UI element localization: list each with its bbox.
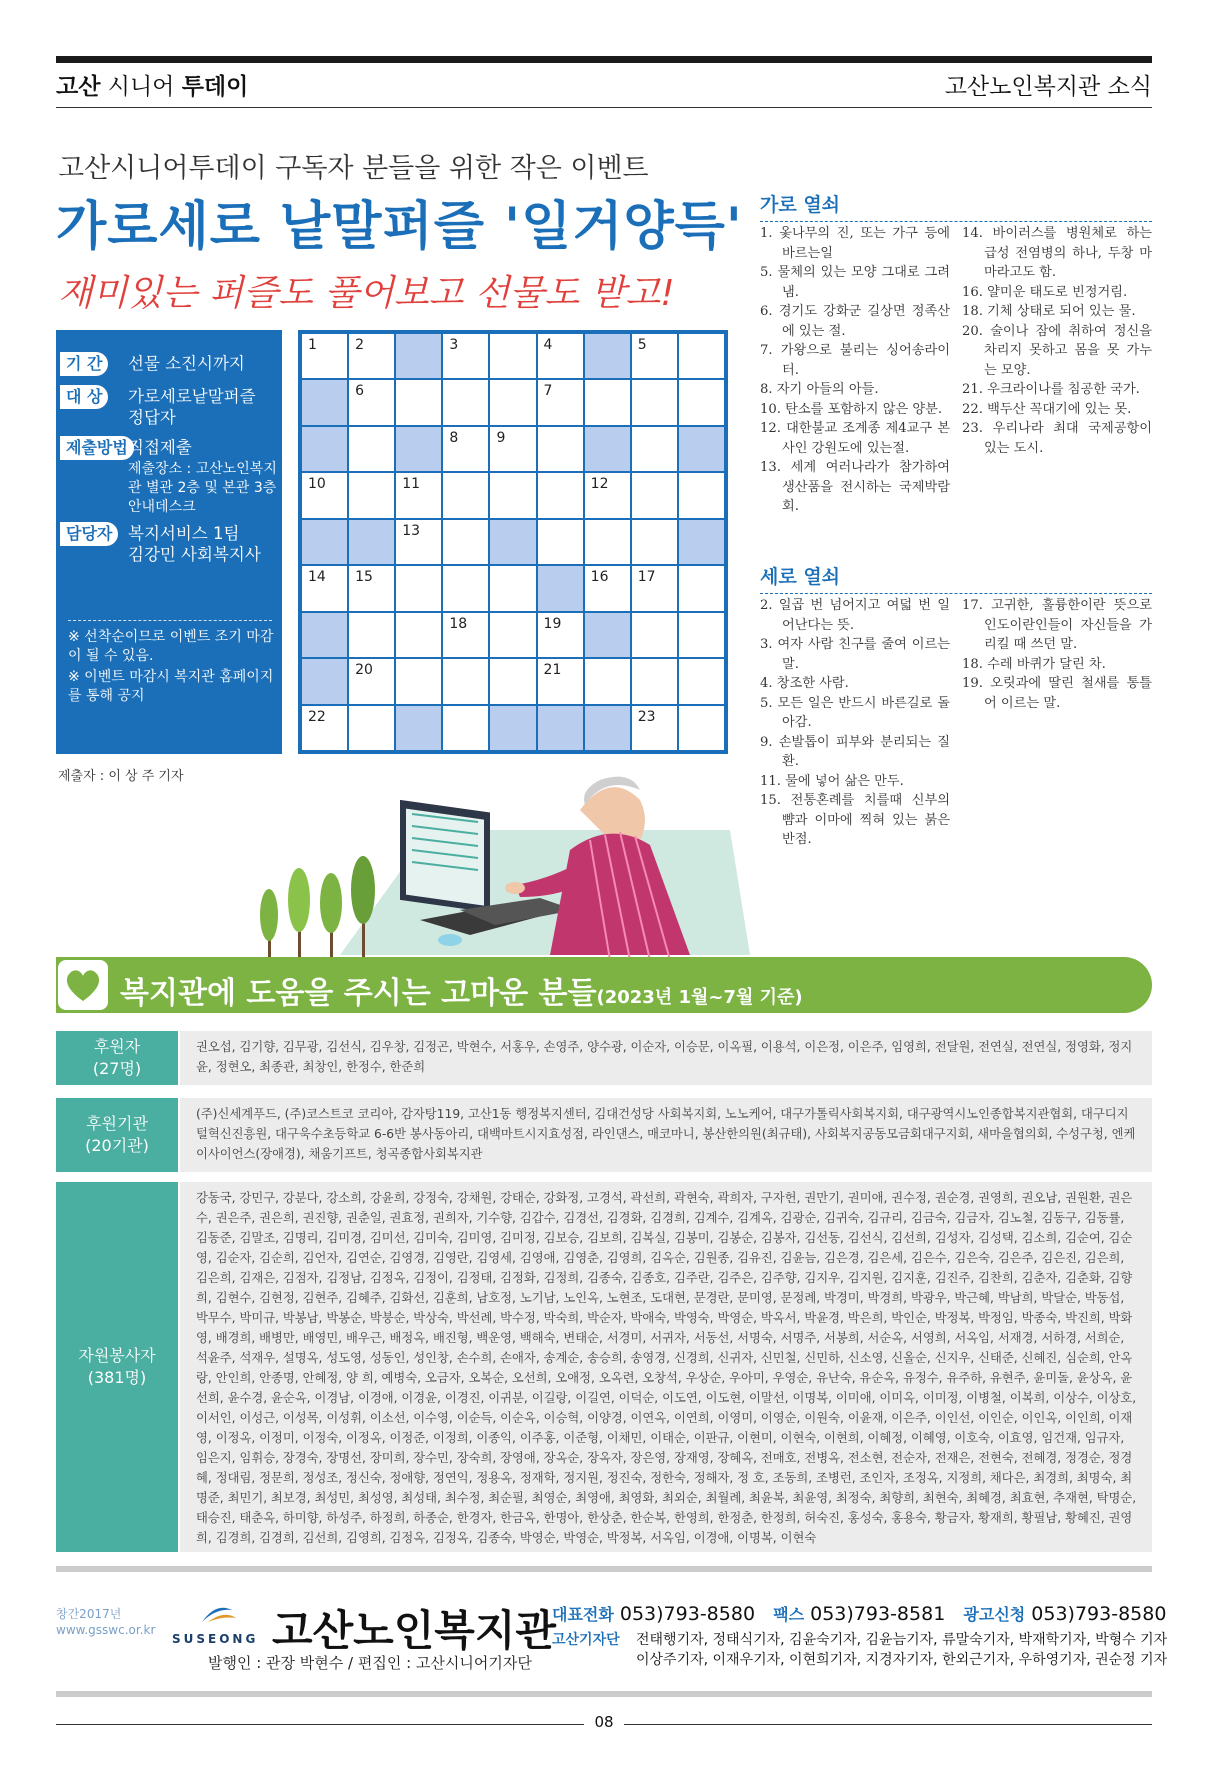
note-early-close: ※ 선착순이므로 이벤트 조기 마감이 될 수 있음. [68, 629, 274, 664]
clue-item: 23. 우리나라 최대 국제공항이 있는 도시. [962, 421, 1152, 456]
heart-badge [58, 960, 108, 1010]
crossword-block [302, 613, 347, 657]
target-value: 가로세로낱말퍼즐 정답자 [128, 387, 256, 427]
crossword-block [302, 520, 347, 564]
crossword-cell[interactable] [396, 613, 441, 657]
crossword-cell[interactable] [538, 473, 583, 517]
crossword-cell[interactable] [632, 380, 677, 424]
event-tagline: 재미있는 퍼즐도 풀어보고 선물도 받고! [58, 273, 675, 314]
clue-item: 18. 수레 바퀴가 달린 차. [962, 656, 1106, 672]
crossword-cell[interactable] [443, 566, 488, 610]
crossword-cell[interactable] [302, 334, 347, 378]
crossword-cell[interactable] [679, 473, 724, 517]
crossword-cell[interactable] [632, 613, 677, 657]
crossword-block [302, 427, 347, 471]
clue-item: 8. 자기 아들의 아들. [760, 382, 879, 397]
reporter-list: 고산기자단 전태행기자, 정태식기자, 김윤숙기자, 김윤늠기자, 류말숙기자, 박재학기자, 박형수 기자 이상주기자, 이재우기자, 이현희기자, 지경자기자, 한외근기자, 우하영기자, 권순정 기자 [552, 1632, 1168, 1668]
page-number: 08 [584, 1713, 624, 1731]
crossword-block [349, 520, 394, 564]
donors-period: (2023년 1월~7월 기준) [596, 987, 803, 1008]
crossword-cell[interactable] [585, 566, 630, 610]
clue-item: 5. 물체의 있는 모양 그대로 그려 냄. [760, 265, 950, 300]
crossword-cell[interactable] [538, 659, 583, 703]
down-clues-left [760, 596, 950, 850]
contact-team: 복지서비스 1팀 [128, 524, 240, 543]
crossword-cell[interactable] [538, 613, 583, 657]
clue-item: 6. 경기도 강화군 길상면 정족산에 있는 절. [760, 304, 950, 339]
clue-number: 13 [402, 522, 421, 539]
clue-item: 19. 오릿과에 딸린 철새를 통틀어 이르는 말. [962, 676, 1152, 711]
crossword-cell[interactable] [443, 520, 488, 564]
clue-item: 3. 여자 사람 친구를 줄여 이르는 말. [760, 637, 950, 672]
crossword-block [490, 520, 535, 564]
clue-number: 21 [543, 662, 562, 679]
crossword-cell[interactable] [679, 613, 724, 657]
senior-computer-illustration [330, 770, 750, 970]
crossword-cell[interactable] [585, 473, 630, 517]
crossword-cell[interactable] [490, 659, 535, 703]
crossword-cell[interactable] [349, 566, 394, 610]
crossword-block [585, 613, 630, 657]
crossword-grid [298, 330, 728, 754]
ad-phone: 053)793-8580 [1031, 1603, 1167, 1625]
crossword-cell[interactable] [443, 706, 488, 750]
clue-number: 22 [308, 708, 326, 725]
header-rule [56, 107, 1152, 108]
crossword-cell[interactable] [632, 659, 677, 703]
crossword-block [585, 706, 630, 750]
crossword-cell[interactable] [585, 659, 630, 703]
tree-icon-4 [351, 856, 375, 960]
crossword-cell[interactable] [632, 566, 677, 610]
clue-item: 21. 우크라이나를 침공한 국가. [962, 382, 1140, 397]
crossword-cell[interactable] [443, 613, 488, 657]
crossword-cell[interactable] [490, 613, 535, 657]
contact-label: 담당자 [60, 522, 118, 546]
clue-item: 16. 얄미운 태도로 빈정거림. [962, 284, 1128, 300]
clue-number: 10 [308, 476, 326, 493]
clue-number: 20 [355, 662, 373, 679]
down-clues-section [760, 562, 1152, 594]
clue-item: 20. 술이나 잠에 취하여 정신을 차리지 못하고 몸을 못 가누는 모양. [962, 323, 1152, 378]
tree-icon-2 [288, 868, 310, 960]
clue-item: 12. 대한불교 조계종 제4교구 본사인 강원도에 있는절. [760, 421, 950, 456]
clue-number: 1 [308, 337, 317, 353]
contact-person: 김강민 사회복지사 [128, 545, 261, 564]
crossword-cell[interactable] [349, 706, 394, 750]
clue-number: 11 [402, 476, 421, 493]
crossword-cell[interactable] [632, 473, 677, 517]
clue-number: 6 [355, 383, 365, 400]
clue-number: 4 [543, 337, 553, 353]
crossword-block [585, 334, 630, 378]
tree-icon-3 [320, 873, 342, 960]
crossword-cell[interactable] [632, 520, 677, 564]
clue-item: 11. 물에 넣어 삶은 만두. [760, 773, 904, 789]
footer-rule-top [56, 1566, 1152, 1572]
crossword-cell[interactable] [632, 334, 677, 378]
clue-number: 7 [543, 383, 553, 400]
clue-number: 14 [308, 569, 326, 586]
across-divider [760, 221, 1152, 222]
sponsors-list: 권오섭, 김기향, 김무광, 김선식, 김우창, 김정곤, 박현수, 서홍우, 손영주, 양수광, 이순자, 이승문, 이옥필, 이용석, 이은정, 이은주, 임영희, 전달원, 전연실, 전연실, 정영화, 정지윤, 정현오, 최종관, 최창인, 한정수, 한준희 [180, 1031, 1152, 1085]
crossword-cell[interactable] [585, 380, 630, 424]
event-info-box [56, 330, 282, 754]
clue-number: 16 [590, 569, 609, 586]
crossword-cell[interactable] [349, 380, 394, 424]
tree-icon-1 [260, 889, 278, 960]
clue-number: 12 [590, 476, 609, 493]
crossword-cell[interactable] [443, 473, 488, 517]
main-phone: 053)793-8580 [619, 1603, 756, 1625]
crossword-cell[interactable] [349, 334, 394, 378]
clue-number: 3 [449, 337, 459, 353]
crossword-cell[interactable] [302, 473, 347, 517]
clue-item: 13. 세계 여러나라가 참가하여 생산품을 전시하는 국제박람회. [760, 460, 950, 514]
method-label: 제출방법 [60, 436, 134, 460]
method-value: 직접제출 [128, 438, 192, 457]
crossword-cell[interactable] [585, 520, 630, 564]
note-homepage: ※ 이벤트 마감시 복지관 홈페이지를 통해 공지 [68, 669, 274, 704]
suseong-logo-mark [172, 1600, 262, 1630]
crossword-cell[interactable] [302, 706, 347, 750]
donors-title: 복지관에 도움을 주시는 고마운 분들(2023년 1월~7월 기준) [120, 976, 803, 1011]
sponsor-orgs-list: (주)신세계푸드, (주)코스트코 코리아, 감자탕119, 고산1동 행정복지센터, 김대건성당 사회복지회, 노노케어, 대구가톨릭사회복지회, 대구광역시노인종합복지관협회, 대구디지털혁신진흥원, 대구욱수초등학교 6-6반 봉사동아리, 대백마트시지효성점, 라인댄스, 매코마니, 봉산한의원(최규태), 사회복지공동모금회대구지회, 새마을협의회, 수성구청, 엔케이사이언스(장애경), 채움기프트, 청곡종합사회복지관 [180, 1098, 1152, 1172]
volunteers-list: 강동국, 강민구, 강분다, 강소희, 강윤희, 강정숙, 강채원, 강태순, 강화정, 고경석, 곽선희, 곽현숙, 곽희자, 구자헌, 권만기, 권미애, 권수정, 권순경, 권영희, 권오남, 권원환, 권은수, 권은주, 권은희, 권진향, 권춘일, 권효정, 권희자, 기수향, 김갑수, 김경선, 김경화, 김경희, 김계수, 김계옥, 김광순, 김귀숙, 김규리, 김금숙, 김금자, 김노철, 김동구, 김동률, 김동준, 김말조, 김명리, 김미경, 김미선, 김미숙, 김미영, 김미정, 김보승, 김보희, 김복실, 김봉미, 김봉순, 김봉자, 김선동, 김선식, 김선희, 김성자, 김성택, 김소희, 김순여, 김순영, 김순자, 김순희, 김언자, 김연순, 김영경, 김영란, 김영세, 김영애, 김영춘, 김영희, 김옥순, 김원종, 김유진, 김윤늠, 김은경, 김은세, 김은수, 김은숙, 김은주, 김은진, 김은희, 김은희, 김재은, 김점자, 김정남, 김정옥, 김정이, 김정태, 김정화, 김정희, 김종숙, 김종호, 김주란, 김주은, 김주향, 김지우, 김지원, 김지훈, 김진주, 김찬희, 김춘자, 김춘화, 김향희, 김현수, 김현정, 김현주, 김혜주, 김화선, 김훈희, 남호정, 노기남, 노인옥, 노현조, 도대현, 문경란, 문미영, 문정례, 박경미, 박경희, 박광우, 박근혜, 박남희, 박달순, 박동섭, 박무수, 박미규, 박봉남, 박봉순, 박붕순, 박상숙, 박선례, 박수정, 박숙희, 박순자, 박애숙, 박영숙, 박영순, 박옥서, 박윤경, 박은희, 박인순, 박정복, 박정임, 박종숙, 박진희, 박화영, 배경희, 배병만, 배영민, 배우근, 배정옥, 배진형, 백운영, 백해숙, 변태순, 서경미, 서귀자, 서동선, 서명숙, 서명주, 서봉희, 서순옥, 서영희, 서옥임, 서재경, 서하경, 서희순, 석윤주, 석재우, 설명옥, 성도영, 성동인, 성인창, 손수희, 손애자, 송계순, 송승희, 송영경, 신경희, 신귀자, 신민철, 신민하, 신소영, 신올순, 신지우, 신태준, 신혜진, 심순희, 안옥랑, 안인희, 안종명, 안혜정, 양 희, 예병숙, 오금자, 오복순, 오선희, 오애정, 오옥련, 오창석, 우상순, 우아미, 우영순, 유난숙, 유순옥, 유정수, 유주하, 유현주, 윤미돌, 윤상옥, 윤선희, 윤수경, 윤순옥, 이경남, 이경애, 이경윤, 이경진, 이귀분, 이길랑, 이길연, 이덕순, 이도연, 이도현, 이말선, 이명복, 이미애, 이미옥, 이미정, 이병철, 이복희, 이상수, 이상호, 이서인, 이성근, 이성목, 이성휘, 이소선, 이수영, 이순득, 이순옥, 이승혁, 이양경, 이연옥, 이연희, 이영미, 이영순, 이원숙, 이윤재, 이은주, 이인선, 이인순, 이인옥, 이인희, 이재영, 이정옥, 이정미, 이정숙, 이정옥, 이정준, 이정희, 이종익, 이주홍, 이준형, 이채민, 이태순, 이판규, 이현미, 이현숙, 이현희, 이혜정, 이혜영, 이호숙, 이효영, 임건재, 임규자, 임은지, 임휘승, 장경숙, 장명선, 장미희, 장수민, 장숙희, 장영애, 장옥순, 장옥자, 장은영, 장재영, 장혜옥, 전매호, 전병옥, 전소현, 전순자, 전재은, 전현숙, 전혜경, 정경순, 정경혜, 정대림, 정문희, 정성조, 정신숙, 정애향, 정연익, 정용옥, 정재학, 정지원, 정진숙, 정한숙, 정해자, 정 호, 조동희, 조병런, 조인자, 조정옥, 지정희, 채다은, 최경희, 최명숙, 최명준, 최민기, 최보경, 최성민, 최성영, 최성태, 최수정, 최순필, 최영순, 최영애, 최영화, 최외순, 최월례, 최윤복, 최윤영, 최정숙, 최향희, 최현숙, 최혜경, 최효현, 추재현, 탁명순, 태승진, 태춘옥, 하미향, 하성주, 하정희, 하종순, 한경자, 한금옥, 한명아, 한상춘, 한순복, 한영희, 한정춘, 한정희, 허숙진, 홍성숙, 홍용숙, 황금자, 황재희, 황필남, 황혜진, 권영희, 김경희, 김경희, 김선희, 김영희, 김정옥, 김정옥, 김종숙, 박영순, 박영순, 박정복, 서옥임, 이경애, 이명복, 이현숙 [180, 1182, 1152, 1552]
crossword-cell[interactable] [679, 334, 724, 378]
crossword-cell[interactable] [490, 334, 535, 378]
across-clues-left [760, 224, 950, 517]
crossword-cell[interactable] [538, 380, 583, 424]
crossword-cell[interactable] [538, 520, 583, 564]
event-title: 가로세로 낱말퍼즐 '일거양득' [56, 197, 743, 257]
crossword-block [490, 706, 535, 750]
period-value: 선물 소진시까지 [128, 354, 245, 373]
sponsor-orgs-label: 후원기관 (20기관) [56, 1098, 178, 1172]
clue-item: 22. 백두산 꼭대기에 있는 못. [962, 401, 1132, 417]
crossword-cell[interactable] [396, 380, 441, 424]
crossword-block [538, 706, 583, 750]
crossword-cell[interactable] [443, 427, 488, 471]
footer-rule-bottom [56, 1691, 1152, 1697]
event-kicker: 고산시니어투데이 구독자 분들을 위한 작은 이벤트 [58, 153, 649, 184]
crossword-block [585, 427, 630, 471]
crossword-cell[interactable] [632, 427, 677, 471]
crossword-cell[interactable] [632, 706, 677, 750]
crossword-cell[interactable] [349, 473, 394, 517]
info-divider [68, 620, 272, 621]
clue-item: 2. 일곱 번 넘어지고 여덟 번 일어난다는 뜻. [760, 598, 950, 633]
established-info: 창간2017년 www.gsswc.or.kr [56, 1607, 156, 1637]
clue-number: 9 [496, 429, 506, 446]
down-clues-right [962, 596, 1152, 713]
clue-number: 19 [543, 615, 562, 632]
submitter-credit: 제출자 : 이 상 주 기자 [58, 769, 184, 784]
crossword-cell[interactable] [349, 659, 394, 703]
clue-item: 17. 고귀한, 훌륭한이란 뜻으로 인도이란인들이 자신들을 가리킬 때 쓰던 말. [962, 598, 1152, 652]
sponsors-label: 후원자 (27명) [56, 1031, 178, 1085]
crossword-block [679, 520, 724, 564]
crossword-cell[interactable] [490, 566, 535, 610]
crossword-block [302, 659, 347, 703]
crossword-cell[interactable] [538, 334, 583, 378]
clue-number: 17 [637, 569, 656, 586]
across-clues-right [962, 224, 1152, 458]
crossword-cell[interactable] [443, 380, 488, 424]
across-title: 가로 열쇠 [760, 194, 841, 216]
volunteers-label: 자원봉사자 (381명) [56, 1182, 178, 1552]
crossword-cell[interactable] [396, 566, 441, 610]
crossword-cell[interactable] [490, 427, 535, 471]
crossword-block [679, 427, 724, 471]
crossword-cell[interactable] [679, 566, 724, 610]
clue-item: 9. 손발톱이 피부와 분리되는 질환. [760, 734, 950, 769]
crossword-block [538, 566, 583, 610]
clue-item: 14. 바이러스를 병원체로 하는 급성 전염병의 하나, 두창 마마라고도 함. [962, 226, 1152, 280]
crossword-block [396, 334, 441, 378]
crossword-block [396, 427, 441, 471]
crossword-cell[interactable] [443, 659, 488, 703]
crossword-cell[interactable] [396, 659, 441, 703]
method-detail: 제출장소 : 고산노인복지관 별관 2층 및 본관 3층 안내데스크 [128, 461, 277, 515]
clue-item: 4. 창조한 사람. [760, 676, 849, 691]
crossword-cell[interactable] [679, 659, 724, 703]
clue-number: 5 [637, 337, 647, 353]
crossword-block [396, 706, 441, 750]
clue-item: 18. 기체 상태로 되어 있는 물. [962, 304, 1136, 319]
clue-number: 23 [637, 708, 656, 725]
down-title: 세로 열쇠 [760, 566, 841, 588]
suseong-logo: SUSEONG [172, 1600, 262, 1646]
crossword-cell[interactable] [396, 473, 441, 517]
clue-number: 18 [449, 615, 468, 632]
clue-item: 7. 가왕으로 불리는 싱어송라이터. [760, 343, 950, 378]
clue-item: 10. 탄소를 포함하지 않은 양분. [760, 401, 943, 417]
clue-item: 1. 옻나무의 진, 또는 가구 등에 바르는일 [760, 226, 950, 261]
organization-name: 고산노인복지관 [272, 1606, 557, 1655]
section-name: 고산노인복지관 소식 [944, 74, 1152, 100]
crossword-cell[interactable] [349, 427, 394, 471]
crossword-cell[interactable] [396, 520, 441, 564]
period-label: 기 간 [60, 352, 108, 376]
crossword-cell[interactable] [679, 380, 724, 424]
crossword-block [302, 380, 347, 424]
clue-number: 15 [355, 569, 373, 586]
crossword-cell[interactable] [443, 334, 488, 378]
top-rule [56, 56, 1152, 63]
crossword-cell[interactable] [490, 380, 535, 424]
crossword-cell[interactable] [538, 427, 583, 471]
contact-numbers: 대표전화 053)793-8580 팩스 053)793-8581 광고신청 053)793-8580 [552, 1603, 1167, 1625]
down-divider [760, 593, 1152, 594]
trees-illustration [250, 835, 390, 965]
publisher-line: 발행인 : 관장 박현수 / 편집인 : 고산시니어기자단 [208, 1654, 532, 1672]
crossword-cell[interactable] [302, 566, 347, 610]
heart-icon [58, 960, 108, 1010]
crossword-cell[interactable] [679, 706, 724, 750]
fax-number: 053)793-8581 [810, 1603, 946, 1625]
crossword-cell[interactable] [490, 473, 535, 517]
clue-number: 2 [355, 337, 365, 353]
target-label: 대 상 [60, 385, 108, 409]
clue-item: 15. 전통혼례를 치를때 신부의 뺨과 이마에 찍혀 있는 붉은 반점. [760, 793, 950, 847]
publication-name: 고산 시니어 투데이 [56, 74, 249, 100]
crossword-cell[interactable] [349, 613, 394, 657]
across-clues-section [760, 190, 1152, 222]
clue-item: 5. 모든 일은 반드시 바른길로 돌아감. [760, 695, 950, 730]
clue-number: 8 [449, 429, 459, 446]
